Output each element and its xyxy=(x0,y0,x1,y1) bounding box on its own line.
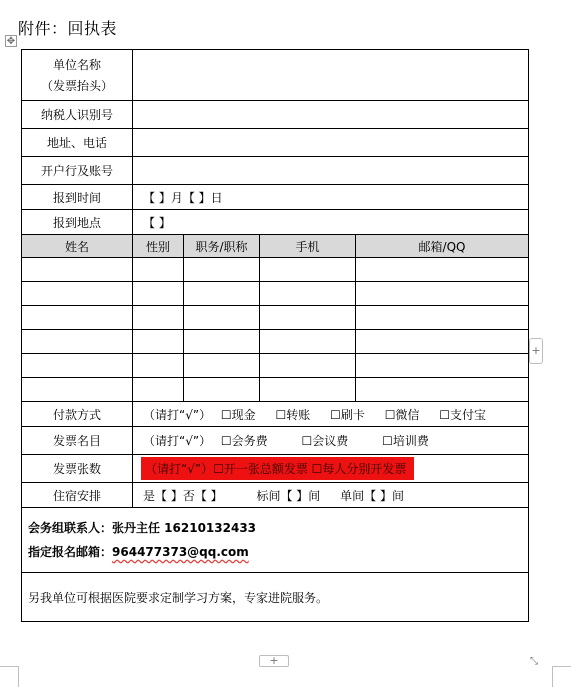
contact-email[interactable]: 964477373@qq.com xyxy=(112,545,249,559)
row-payment xyxy=(22,402,529,427)
row-report-time xyxy=(22,185,529,210)
contact-email-label: 指定报名邮箱： xyxy=(28,545,113,559)
payment-options xyxy=(133,402,529,427)
row-address xyxy=(22,129,529,157)
label-lodging: 住宿安排 xyxy=(22,483,133,508)
cell-name[interactable] xyxy=(22,282,133,306)
lodging-yes-no[interactable]: 是【 】否【 】 xyxy=(143,488,223,503)
cell-gender[interactable] xyxy=(133,282,184,306)
address-field[interactable] xyxy=(133,129,529,157)
cell-phone[interactable] xyxy=(260,282,356,306)
table-row xyxy=(22,282,529,306)
unit-label-text: 单位名称 xyxy=(52,58,101,72)
cell-phone[interactable] xyxy=(260,306,356,330)
cell-gender[interactable] xyxy=(133,258,184,282)
page-corner-left xyxy=(0,666,18,667)
invoice-count-highlight[interactable]: （请打“√”）☐开一张总额发票 ☐每人分别开发票 xyxy=(141,457,414,480)
invoice-item-hint: （请打“√”） xyxy=(143,434,212,448)
cell-name[interactable] xyxy=(22,378,133,402)
row-tax-id xyxy=(22,101,529,129)
payment-hint: （请打“√”） xyxy=(143,407,212,422)
row-invoice-count xyxy=(22,455,529,483)
add-row-plus-icon[interactable]: + xyxy=(259,655,289,667)
table-row xyxy=(22,306,529,330)
payment-option-transfer[interactable]: ☐转账 xyxy=(275,407,311,422)
table-resize-icon[interactable]: ⤡ xyxy=(530,656,538,667)
invoice-option-conference-fee[interactable]: ☐会务费 xyxy=(220,434,268,448)
invoice-option-training-fee[interactable]: ☐培训费 xyxy=(382,434,429,448)
label-unit xyxy=(22,50,133,101)
receipt-form-table xyxy=(21,49,529,622)
cell-email[interactable] xyxy=(356,258,529,282)
payment-option-cash[interactable]: ☐现金 xyxy=(220,407,256,422)
column-header-phone: 手机 xyxy=(260,235,356,258)
label-report-place: 报到地点 xyxy=(22,210,133,235)
label-bank: 开户行及账号 xyxy=(22,157,133,185)
contact-email-line xyxy=(28,540,528,564)
page-title: 附件：回执表 xyxy=(18,19,118,38)
cell-phone[interactable] xyxy=(260,354,356,378)
lodging-options xyxy=(133,483,529,508)
payment-option-alipay[interactable]: ☐支付宝 xyxy=(439,407,487,422)
attendee-header-row xyxy=(22,235,529,258)
page-corner-right-vertical xyxy=(552,666,553,687)
cell-phone[interactable] xyxy=(260,378,356,402)
label-report-time: 报到时间 xyxy=(22,185,133,210)
table-row xyxy=(22,258,529,282)
page-corner-left-vertical xyxy=(18,666,19,687)
contact-person: 会务组联系人：张丹主任 16210132433 xyxy=(28,521,257,535)
lodging-standard-room[interactable]: 标间【 】间 xyxy=(256,488,321,503)
row-lodging xyxy=(22,483,529,508)
table-move-handle-icon[interactable]: ✥ xyxy=(6,36,16,47)
cell-name[interactable] xyxy=(22,354,133,378)
report-time-field[interactable]: 【 】月【 】日 xyxy=(133,185,529,210)
table-row xyxy=(22,354,529,378)
invoice-item-options xyxy=(133,427,529,455)
label-invoice-count: 发票张数 xyxy=(22,455,133,483)
contact-info xyxy=(22,508,529,573)
report-place-field[interactable]: 【 】 xyxy=(133,210,529,235)
row-invoice-item xyxy=(22,427,529,455)
cell-gender[interactable] xyxy=(133,330,184,354)
cell-email[interactable] xyxy=(356,378,529,402)
cell-gender[interactable] xyxy=(133,378,184,402)
label-invoice-item: 发票名目 xyxy=(22,427,133,455)
cell-name[interactable] xyxy=(22,258,133,282)
cell-title[interactable] xyxy=(184,378,260,402)
tax-id-field[interactable] xyxy=(133,101,529,129)
label-tax-id: 纳税人识别号 xyxy=(22,101,133,129)
cell-title[interactable] xyxy=(184,306,260,330)
cell-email[interactable] xyxy=(356,282,529,306)
column-header-name: 姓名 xyxy=(22,235,133,258)
cell-gender[interactable] xyxy=(133,354,184,378)
invoice-option-meeting-fee[interactable]: ☐会议费 xyxy=(301,434,349,448)
column-header-gender: 性别 xyxy=(133,235,184,258)
cell-email[interactable] xyxy=(356,354,529,378)
cell-email[interactable] xyxy=(356,330,529,354)
row-report-place xyxy=(22,210,529,235)
column-header-title: 职务/职称 xyxy=(184,235,260,258)
cell-name[interactable] xyxy=(22,306,133,330)
lodging-single-room[interactable]: 单间【 】间 xyxy=(340,488,404,503)
row-contact xyxy=(22,508,529,573)
cell-title[interactable] xyxy=(184,258,260,282)
column-header-email: 邮箱/QQ xyxy=(356,235,529,258)
cell-title[interactable] xyxy=(184,330,260,354)
payment-option-wechat[interactable]: ☐微信 xyxy=(384,407,420,422)
cell-title[interactable] xyxy=(184,282,260,306)
cell-gender[interactable] xyxy=(133,306,184,330)
row-note xyxy=(22,573,529,622)
row-bank xyxy=(22,157,529,185)
label-address: 地址、电话 xyxy=(22,129,133,157)
bank-field[interactable] xyxy=(133,157,529,185)
invoice-count-options xyxy=(133,455,529,483)
payment-option-card[interactable]: ☐刷卡 xyxy=(330,407,365,422)
page-corner-right xyxy=(552,666,571,667)
row-unit xyxy=(22,50,529,101)
cell-email[interactable] xyxy=(356,306,529,330)
label-payment: 付款方式 xyxy=(22,402,133,427)
table-row xyxy=(22,330,529,354)
cell-name[interactable] xyxy=(22,330,133,354)
unit-sub-label-text: （发票抬头） xyxy=(40,79,113,93)
cell-phone[interactable] xyxy=(260,330,356,354)
unit-field[interactable] xyxy=(133,50,529,101)
cell-title[interactable] xyxy=(184,354,260,378)
cell-phone[interactable] xyxy=(260,258,356,282)
note-text: 另我单位可根据医院要求定制学习方案，专家进院服务。 xyxy=(22,573,529,622)
table-row xyxy=(22,378,529,402)
add-column-plus-icon[interactable]: + xyxy=(529,338,543,364)
